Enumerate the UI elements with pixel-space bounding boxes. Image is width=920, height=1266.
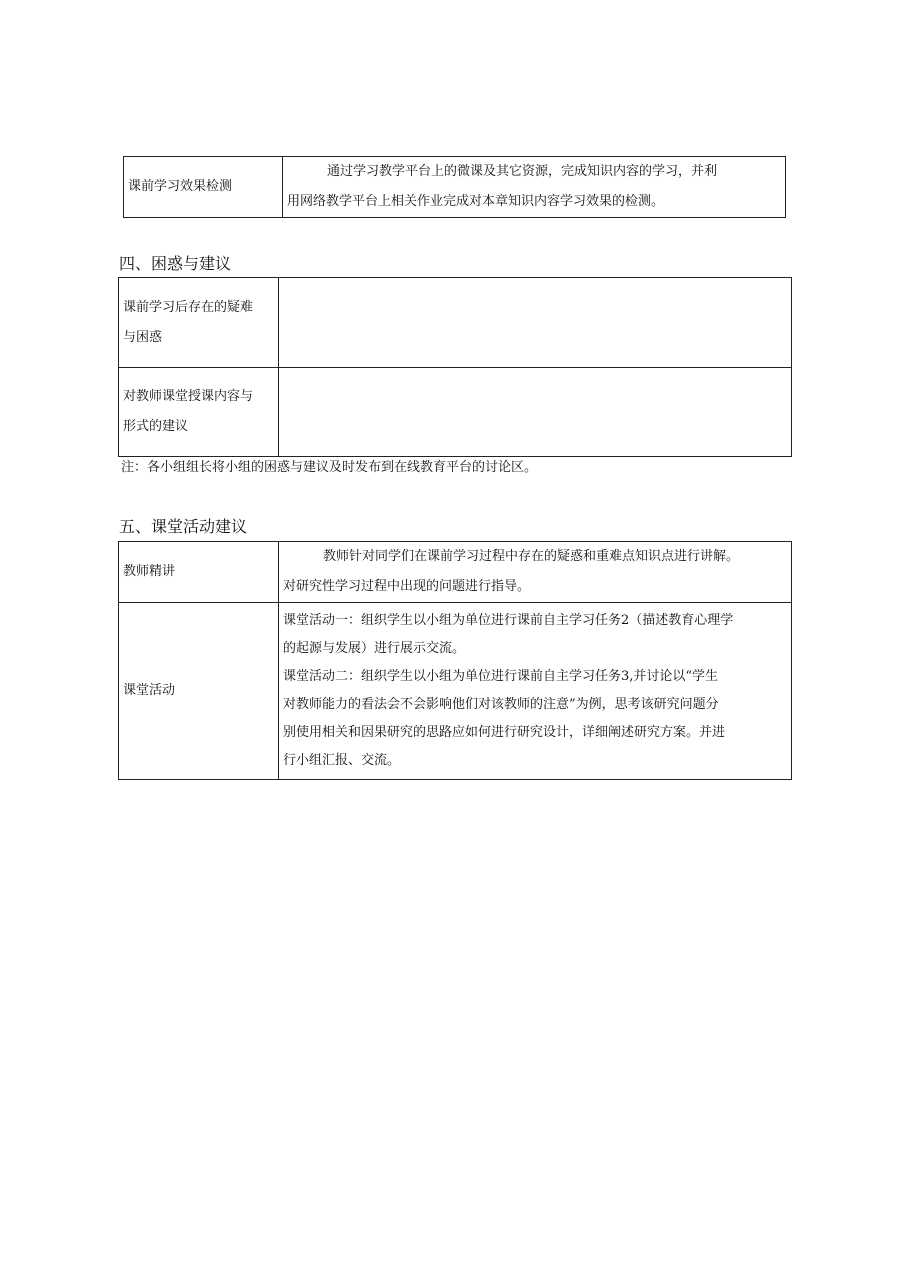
table-row bbox=[119, 603, 792, 780]
content-line: 用网络教学平台上相关作业完成对本章知识内容学习效果的检测。 bbox=[287, 194, 665, 209]
table-row bbox=[124, 157, 786, 218]
table-row bbox=[119, 368, 792, 457]
activity-2-line: 行小组汇报、交流。 bbox=[283, 753, 401, 768]
classroom-activities-table bbox=[118, 541, 792, 780]
pre-class-assessment-table bbox=[123, 156, 786, 218]
row-content-blank bbox=[279, 368, 792, 457]
activity-2-line: 别使用相关和因果研究的思路应如何进行研究设计，详细阐述研究方案。并进 bbox=[283, 725, 726, 740]
row-label bbox=[119, 368, 279, 457]
content-line: 通过学习教学平台上的微课及其它资源，完成知识内容的学习，并利 bbox=[327, 164, 718, 179]
section-4-title: 四、困惑与建议 bbox=[119, 254, 232, 273]
label-line: 对教师课堂授课内容与 bbox=[123, 389, 254, 404]
label-line: 与困惑 bbox=[123, 329, 163, 345]
table-row bbox=[119, 542, 792, 603]
content-line: 教师针对同学们在课前学习过程中存在的疑惑和重难点知识点进行讲解。 bbox=[323, 549, 740, 564]
content-line: 对研究性学习过程中出现的问题进行指导。 bbox=[283, 579, 531, 594]
activity-1-line: 的起源与发展）进行展示交流。 bbox=[283, 641, 466, 656]
table-row bbox=[119, 278, 792, 368]
row-label bbox=[119, 542, 279, 603]
row-label bbox=[124, 157, 283, 218]
row-label bbox=[119, 278, 279, 368]
row-content-blank bbox=[279, 278, 792, 368]
row-label bbox=[119, 603, 279, 780]
row-content bbox=[283, 157, 786, 218]
label-text: 课堂活动 bbox=[123, 683, 176, 698]
activity-2-line: 课堂活动二：组织学生以小组为单位进行课前自主学习任务3,并讨论以“学生 bbox=[283, 669, 719, 684]
label-text: 教师精讲 bbox=[123, 564, 176, 579]
activity-1-line: 课堂活动一：组织学生以小组为单位进行课前自主学习任务2（描述教育心理学 bbox=[283, 613, 734, 628]
activity-2-line: 对教师能力的看法会不会影响他们对该教师的注意”为例，思考该研究问题分 bbox=[283, 697, 719, 712]
questions-suggestions-table bbox=[118, 277, 792, 457]
label-line: 形式的建议 bbox=[123, 419, 189, 434]
label-text: 课前学习效果检测 bbox=[128, 179, 233, 194]
row-content bbox=[279, 542, 792, 603]
label-line: 课前学习后存在的疑难 bbox=[123, 299, 254, 315]
section-4-note: 注：各小组组长将小组的困惑与建议及时发布到在线教育平台的讨论区。 bbox=[121, 460, 538, 475]
section-5-title: 五、课堂活动建议 bbox=[119, 517, 248, 536]
row-content bbox=[279, 603, 792, 780]
